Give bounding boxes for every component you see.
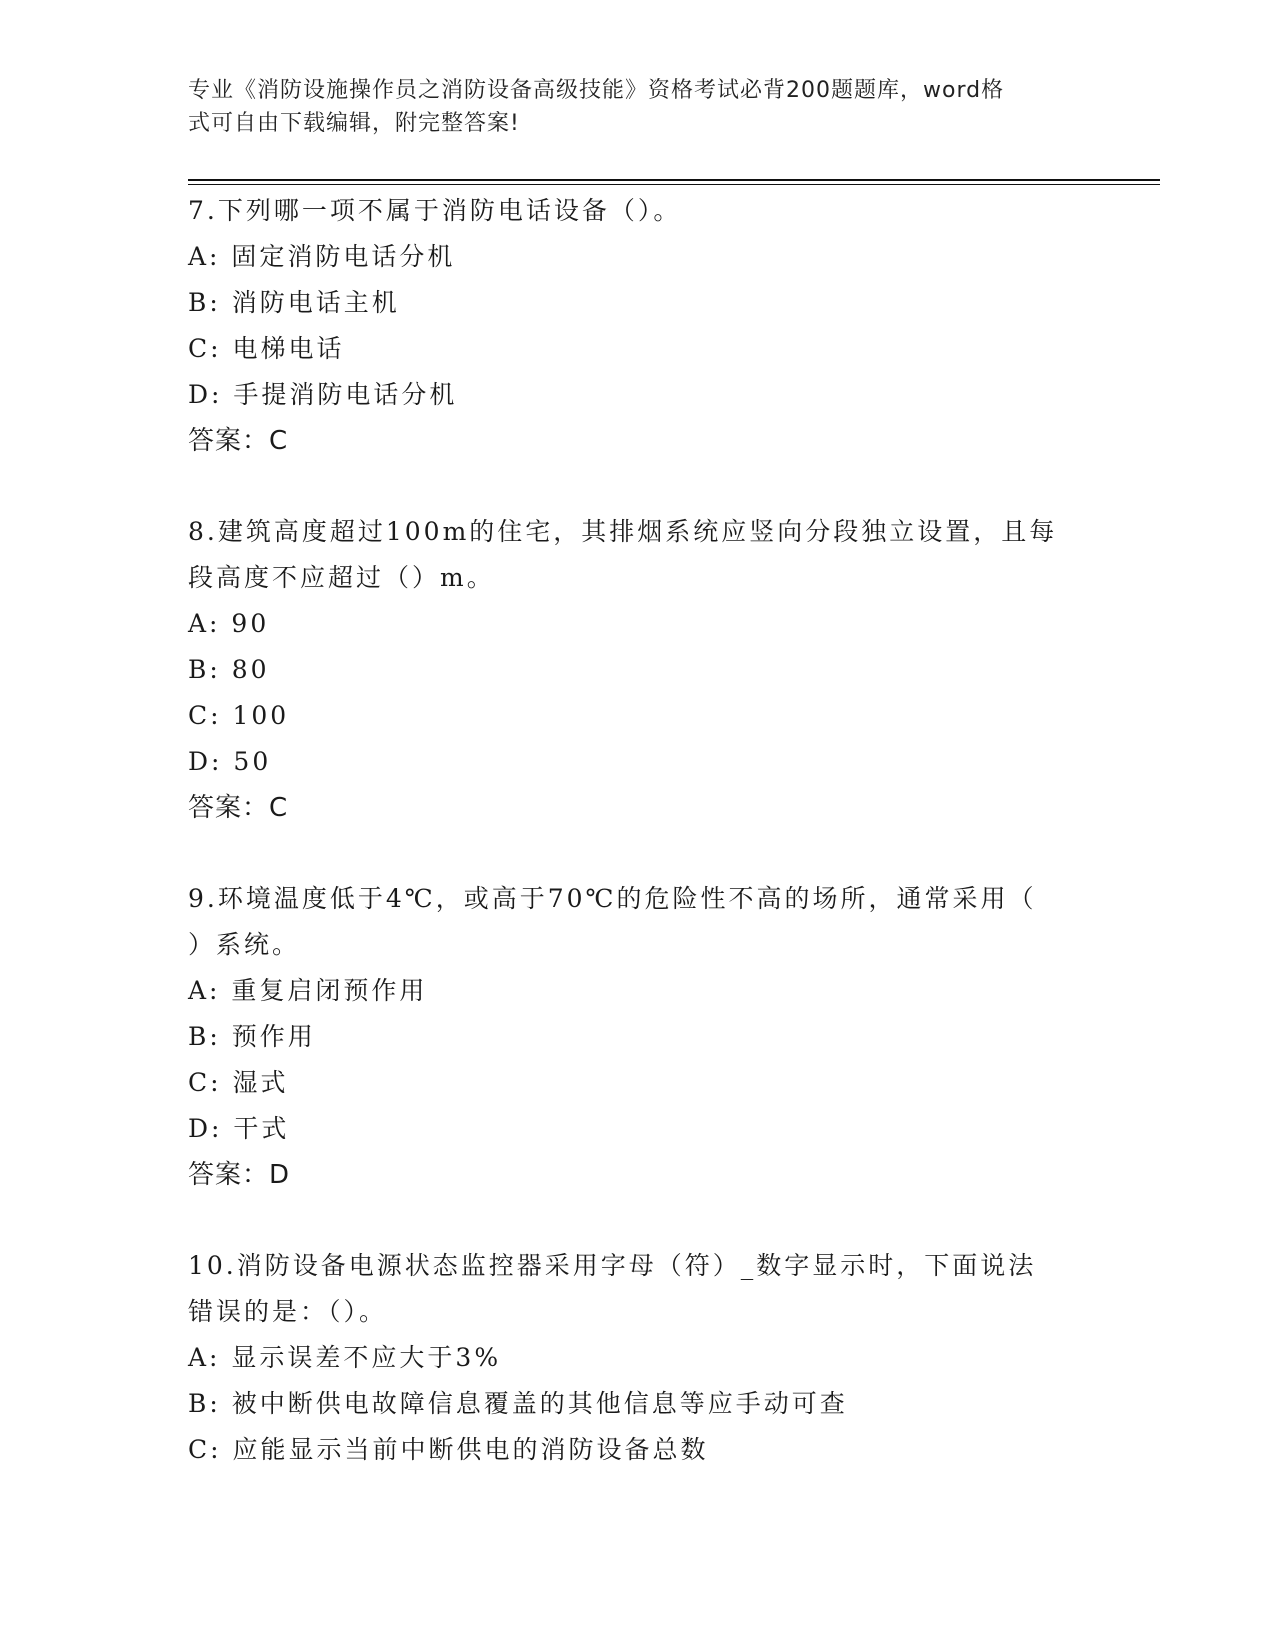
question-text-continued: 错误的是：（）。 <box>188 1297 388 1326</box>
question-7 <box>188 188 1088 464</box>
option-a: A: 重复启闭预作用 <box>188 976 428 1005</box>
question-text-continued: 段高度不应超过（）m。 <box>188 563 495 592</box>
question-text: 8.建筑高度超过100m的住宅，其排烟系统应竖向分段独立设置，且每 <box>188 517 1058 546</box>
document-header <box>188 74 1088 140</box>
option-b: B: 被中断供电故障信息覆盖的其他信息等应手动可查 <box>188 1389 848 1418</box>
question-8 <box>188 509 1088 831</box>
header-line-2: 式可自由下载编辑，附完整答案! <box>188 111 520 136</box>
option-c: C: 应能显示当前中断供电的消防设备总数 <box>188 1435 709 1464</box>
option-a: A: 固定消防电话分机 <box>188 242 456 271</box>
question-text-continued: ）系统。 <box>188 930 301 959</box>
option-d: D: 手提消防电话分机 <box>188 380 458 409</box>
option-d: D: 干式 <box>188 1114 290 1143</box>
header-divider-thin <box>188 184 1160 185</box>
option-b: B: 80 <box>188 655 270 684</box>
question-9 <box>188 876 1088 1198</box>
question-text: 7.下列哪一项不属于消防电话设备（）。 <box>188 196 682 225</box>
option-b: B: 预作用 <box>188 1022 316 1051</box>
option-c: C: 电梯电话 <box>188 334 345 363</box>
answer: 答案：C <box>188 426 289 456</box>
answer: 答案：D <box>188 1160 291 1190</box>
option-b: B: 消防电话主机 <box>188 288 400 317</box>
header-divider-thick <box>188 179 1160 181</box>
option-d: D: 50 <box>188 747 272 776</box>
question-text: 9.环境温度低于4℃，或高于70℃的危险性不高的场所，通常采用（ <box>188 884 1037 913</box>
option-c: C: 湿式 <box>188 1068 289 1097</box>
question-text: 10.消防设备电源状态监控器采用字母（符）_数字显示时，下面说法 <box>188 1251 1037 1280</box>
option-c: C: 100 <box>188 701 290 730</box>
header-line-1: 专业《消防设施操作员之消防设备高级技能》资格考试必背200题题库，word格 <box>188 78 1005 103</box>
option-a: A: 90 <box>188 609 270 638</box>
question-list <box>188 188 1088 1473</box>
answer: 答案：C <box>188 793 289 823</box>
option-a: A: 显示误差不应大于3% <box>188 1343 502 1372</box>
question-10 <box>188 1243 1088 1473</box>
